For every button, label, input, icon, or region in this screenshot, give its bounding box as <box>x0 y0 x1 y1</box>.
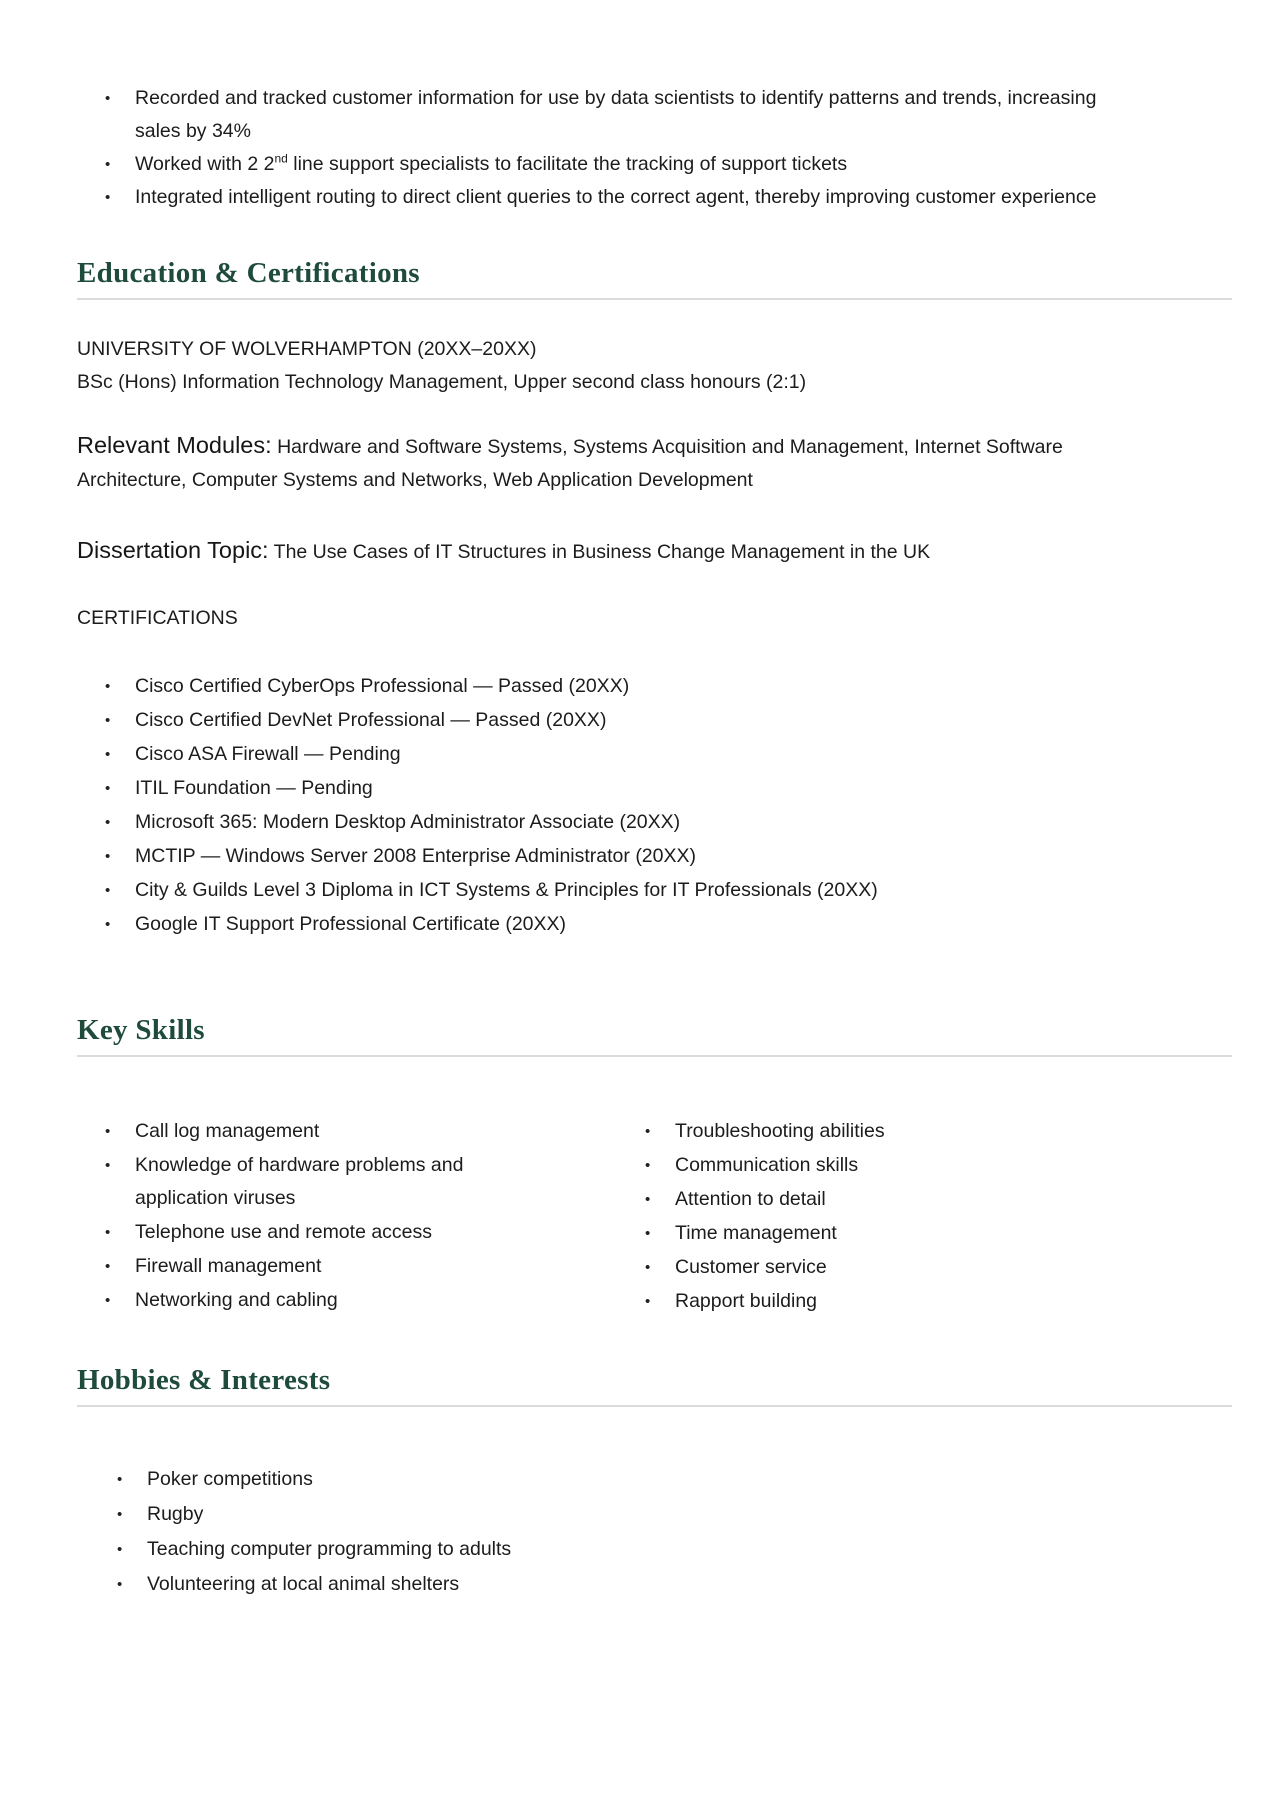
list-item <box>105 806 1232 839</box>
list-item <box>105 874 1232 907</box>
bullet-dot: • <box>645 1225 651 1242</box>
modules-text: Hardware and Software Systems, Systems Acquisition and Management, Internet Software Architecture, Computer Systems and Networks, Web Application Development <box>77 436 1063 491</box>
bullet-text: City & Guilds Level 3 Diploma in ICT Systems & Principles for IT Professionals (20XX) <box>135 879 878 901</box>
bullet-text: Attention to detail <box>675 1188 826 1210</box>
bullet-dot: • <box>105 780 111 797</box>
list-item <box>105 148 1232 181</box>
hobbies-list <box>77 1463 1232 1601</box>
bullet-dot: • <box>105 1258 111 1275</box>
bullet-text: Telephone use and remote access <box>135 1221 433 1243</box>
bullet-text: Call log management <box>135 1120 320 1142</box>
certifications-list <box>77 670 1232 941</box>
list-item <box>105 82 1232 148</box>
bullet-text: Rugby <box>147 1503 204 1525</box>
list-item <box>645 1149 885 1182</box>
bullet-dot: • <box>105 189 111 206</box>
ordinal-superscript: nd <box>274 151 288 166</box>
list-item <box>117 1533 1232 1566</box>
modules-label: Relevant Modules: <box>77 432 272 458</box>
dissertation-text: The Use Cases of IT Structures in Business Change Management in the UK <box>273 541 931 563</box>
list-item <box>645 1183 885 1216</box>
list-item <box>105 772 1232 805</box>
list-item <box>645 1285 885 1318</box>
list-item <box>117 1568 1232 1601</box>
bullet-text: Microsoft 365: Modern Desktop Administrator Associate (20XX) <box>135 811 681 833</box>
bullet-dot: • <box>105 678 111 695</box>
bullet-dot: • <box>105 90 111 107</box>
dissertation-topic <box>77 534 1232 569</box>
list-item <box>105 1284 645 1317</box>
list-item <box>645 1251 885 1284</box>
bullet-text: ITIL Foundation — Pending <box>135 777 373 799</box>
list-item <box>105 840 1232 873</box>
list-item <box>105 1250 645 1283</box>
university-block <box>77 333 1232 399</box>
bullet-text: Teaching computer programming to adults <box>147 1538 512 1560</box>
bullet-dot: • <box>117 1471 123 1488</box>
bullet-text: Troubleshooting abilities <box>675 1120 885 1142</box>
list-item <box>117 1463 1232 1496</box>
relevant-modules <box>77 429 1137 497</box>
bullet-dot: • <box>105 712 111 729</box>
degree-line: BSc (Hons) Information Technology Management, Upper second class honours (2:1) <box>77 371 807 393</box>
bullet-dot: • <box>645 1293 651 1310</box>
bullet-dot: • <box>105 156 111 173</box>
list-item <box>645 1217 885 1250</box>
list-item <box>105 1115 645 1148</box>
bullet-dot: • <box>645 1259 651 1276</box>
bullet-dot: • <box>105 1123 111 1140</box>
bullet-text: Volunteering at local animal shelters <box>147 1573 460 1595</box>
bullet-dot: • <box>105 814 111 831</box>
experience-bullet-list <box>77 82 1232 214</box>
section-divider <box>77 1055 1232 1057</box>
bullet-dot: • <box>105 746 111 763</box>
section-divider <box>77 298 1232 300</box>
bullet-dot: • <box>645 1157 651 1174</box>
university-line: UNIVERSITY OF WOLVERHAMPTON (20XX–20XX) <box>77 338 537 360</box>
bullet-dot: • <box>105 1224 111 1241</box>
bullet-dot: • <box>117 1576 123 1593</box>
bullet-text: Poker competitions <box>147 1468 313 1490</box>
dissertation-label: Dissertation Topic: <box>77 537 269 563</box>
bullet-dot: • <box>105 1292 111 1309</box>
section-divider <box>77 1405 1232 1407</box>
bullet-text <box>135 148 847 181</box>
bullet-text: Google IT Support Professional Certificate (20XX) <box>135 913 567 935</box>
bullet-text: Integrated intelligent routing to direct client queries to the correct agent, thereby improving customer experience <box>135 186 1097 208</box>
bullet-text: Communication skills <box>675 1154 859 1176</box>
bullet-text: Cisco Certified CyberOps Professional — Passed (20XX) <box>135 675 630 697</box>
list-item <box>105 704 1232 737</box>
list-item <box>105 738 1232 771</box>
bullet-text: Knowledge of hardware problems and application viruses <box>135 1154 464 1209</box>
section-heading-education: Education & Certifications <box>77 257 420 289</box>
list-item <box>645 1115 885 1148</box>
bullet-dot: • <box>105 916 111 933</box>
bullet-dot: • <box>645 1191 651 1208</box>
key-skills-right-column <box>645 1115 885 1319</box>
section-heading-key-skills: Key Skills <box>77 1014 205 1046</box>
bullet-dot: • <box>117 1506 123 1523</box>
bullet-text: Customer service <box>675 1256 827 1278</box>
bullet-text: Recorded and tracked customer information for use by data scientists to identify patterns and trends, increasing sales by 34% <box>135 87 1097 142</box>
bullet-text: Time management <box>675 1222 837 1244</box>
bullet-dot: • <box>105 1157 111 1174</box>
bullet-text: MCTIP — Windows Server 2008 Enterprise Administrator (20XX) <box>135 845 697 867</box>
bullet-dot: • <box>645 1123 651 1140</box>
list-item <box>105 1216 645 1249</box>
list-item <box>105 181 1232 214</box>
bullet-text: Cisco Certified DevNet Professional — Passed (20XX) <box>135 709 607 731</box>
bullet-text: Firewall management <box>135 1255 322 1277</box>
bullet-dot: • <box>105 882 111 899</box>
key-skills-columns <box>77 1115 1232 1319</box>
list-item <box>117 1498 1232 1531</box>
bullet-dot: • <box>117 1541 123 1558</box>
bullet-dot: • <box>105 848 111 865</box>
bullet-text: Rapport building <box>675 1290 818 1312</box>
bullet-text: Networking and cabling <box>135 1289 338 1311</box>
list-item <box>105 1149 645 1215</box>
list-item <box>105 908 1232 941</box>
bullet-text: Cisco ASA Firewall — Pending <box>135 743 401 765</box>
section-heading-hobbies: Hobbies & Interests <box>77 1364 331 1396</box>
list-item <box>105 670 1232 703</box>
bullet-text-pre: Worked with 2 2 <box>135 153 275 175</box>
key-skills-left-column <box>105 1115 645 1319</box>
certifications-label: CERTIFICATIONS <box>77 607 238 629</box>
bullet-text-post: line support specialists to facilitate the tracking of support tickets <box>287 153 848 175</box>
